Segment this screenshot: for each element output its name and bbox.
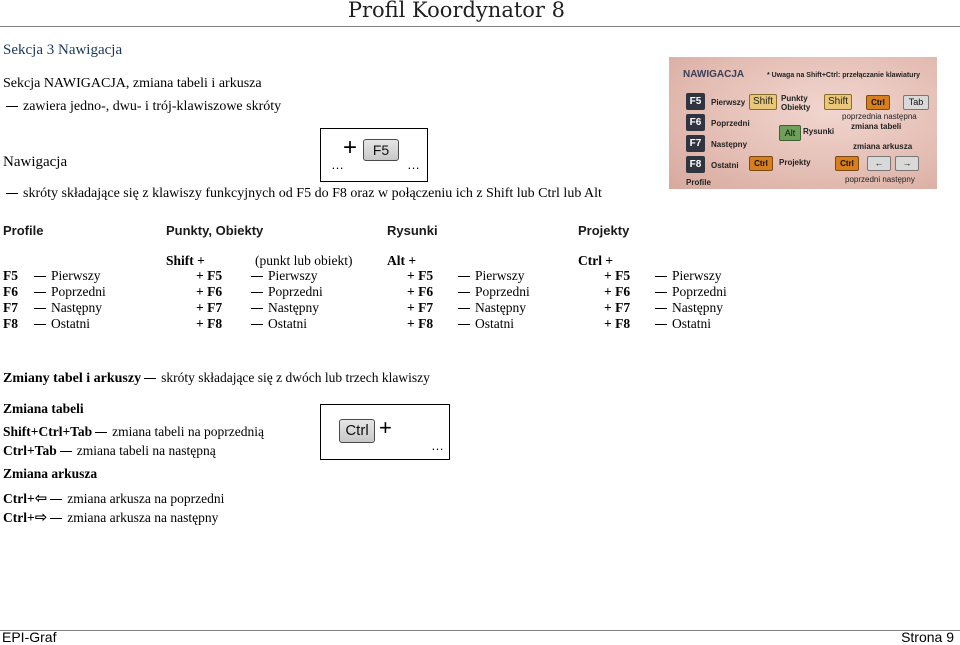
profile-row: F7 Następny — [3, 300, 102, 315]
profile-row: F6 Poprzedni — [3, 284, 106, 299]
photo-shift-key-2-icon: Shift — [824, 94, 852, 110]
footer-left: EPI-Graf — [2, 629, 57, 645]
col-header-drawings: Rysunki — [387, 223, 438, 238]
ctrl-key-example — [320, 404, 450, 460]
drawings-row: + F5 Pierwszy — [407, 268, 525, 283]
points-row: + F8 Ostatni — [196, 316, 307, 331]
col-header-projects: Projekty — [578, 223, 630, 238]
changes-heading: Zmiany tabel i arkuszy skróty składające się z dwóch lub trzech klawiszy — [3, 370, 430, 386]
nav-key-example — [320, 128, 428, 182]
photo-label-first: Pierwszy — [711, 98, 746, 107]
photo-ctrl-key-icon: Ctrl — [866, 95, 890, 110]
page-title: Profil Koordynator 8 — [347, 0, 565, 22]
projects-row: + F8 Ostatni — [604, 316, 711, 331]
projects-modifier: Ctrl + — [578, 253, 614, 268]
photo-ctrl-key-2-icon: Ctrl — [749, 156, 773, 171]
f5-key-icon: F5 — [363, 139, 399, 161]
nav-description: skróty składające się z klawiszy funkcyjnych od F5 do F8 oraz w połączeniu ich z Shift lub Ctrl lub Alt — [3, 186, 602, 202]
header-divider — [0, 26, 960, 27]
drawings-modifier: Alt + — [387, 253, 417, 268]
table-next-shortcut: Ctrl+Tab zmiana tabeli na następną — [3, 443, 216, 458]
photo-label-previous: Poprzedni — [711, 119, 750, 128]
col-header-profile: Profile — [3, 223, 44, 238]
photo-drawings-label: Rysunki — [803, 127, 835, 136]
sheet-change-heading: Zmiana arkusza — [3, 466, 98, 481]
photo-title: NAWIGACJA — [683, 69, 745, 80]
photo-profile-label: Profile — [686, 178, 711, 187]
sheet-next-shortcut: Ctrl+⇨ zmiana arkusza na następny — [3, 508, 219, 526]
right-arrow-icon: ⇨ — [34, 508, 48, 526]
points-row: + F5 Pierwszy — [196, 268, 318, 283]
photo-f7-key-icon: F7 — [686, 135, 705, 152]
profile-row: F5 Pierwszy — [3, 268, 101, 283]
plus-sign: + — [343, 134, 358, 161]
photo-note: * Uwaga na Shift+Ctrl: przełączanie klawiatury — [767, 72, 921, 79]
points-row: + F6 Poprzedni — [196, 284, 323, 299]
photo-label-last: Ostatni — [711, 161, 739, 170]
sheet-prev-shortcut: Ctrl+⇦ zmiana arkusza na poprzedni — [3, 489, 225, 507]
intro-line-2: zawiera jedno-, dwu- i trój-klawiszowe skróty — [3, 99, 281, 115]
keyboard-photo — [669, 57, 937, 189]
left-arrow-icon: ⇦ — [34, 489, 48, 507]
photo-change-sheet: zmiana arkusza — [853, 142, 913, 151]
photo-f8-key-icon: F8 — [686, 156, 705, 173]
photo-prev-next-sheet: poprzedni następny — [845, 175, 915, 184]
photo-projects-label: Projekty — [779, 158, 811, 167]
photo-points-objects-label: Punkty Obiekty — [781, 94, 811, 112]
photo-tab-key-icon: Tab — [903, 95, 929, 110]
footer-page-number: Strona 9 — [901, 629, 954, 645]
plus-sign: + — [379, 415, 392, 440]
intro-line-1: Sekcja NAWIGACJA, zmiana tabeli i arkusza — [3, 76, 262, 91]
photo-ctrl-key-3-icon: Ctrl — [835, 156, 859, 171]
points-modifier: Shift + — [166, 253, 205, 268]
drawings-row: + F6 Poprzedni — [407, 284, 530, 299]
photo-f5-key-icon: F5 — [686, 93, 705, 110]
drawings-row: + F8 Ostatni — [407, 316, 514, 331]
nav-heading: Nawigacja — [3, 154, 68, 170]
ellipsis-right: … — [407, 157, 420, 172]
col-header-points: Punkty, Obiekty — [166, 223, 264, 238]
photo-left-arrow-key-icon: ← — [867, 156, 891, 171]
points-row: + F7 Następny — [196, 300, 319, 315]
photo-label-next: Następny — [711, 140, 748, 149]
table-prev-shortcut: Shift+Ctrl+Tab zmiana tabeli na poprzednią — [3, 424, 264, 439]
photo-f6-key-icon: F6 — [686, 114, 705, 131]
ellipsis-left: … — [331, 157, 344, 172]
footer-divider — [0, 630, 960, 631]
photo-alt-key-icon: Alt — [779, 125, 801, 141]
section-title: Sekcja 3 Nawigacja — [3, 42, 123, 58]
projects-row: + F5 Pierwszy — [604, 268, 722, 283]
drawings-row: + F7 Następny — [407, 300, 526, 315]
table-change-heading: Zmiana tabeli — [3, 401, 84, 416]
ellipsis-right: … — [431, 438, 444, 453]
projects-row: + F6 Poprzedni — [604, 284, 727, 299]
photo-shift-key-icon: Shift — [749, 94, 777, 110]
photo-change-table: zmiana tabeli — [851, 122, 902, 131]
ctrl-key-icon: Ctrl — [339, 419, 375, 443]
projects-row: + F7 Następny — [604, 300, 723, 315]
photo-right-arrow-key-icon: → — [895, 156, 919, 171]
photo-prev-next-table: poprzednia następna — [842, 112, 917, 121]
profile-row: F8 Ostatni — [3, 316, 90, 331]
points-note: (punkt lub obiekt) — [255, 253, 353, 268]
